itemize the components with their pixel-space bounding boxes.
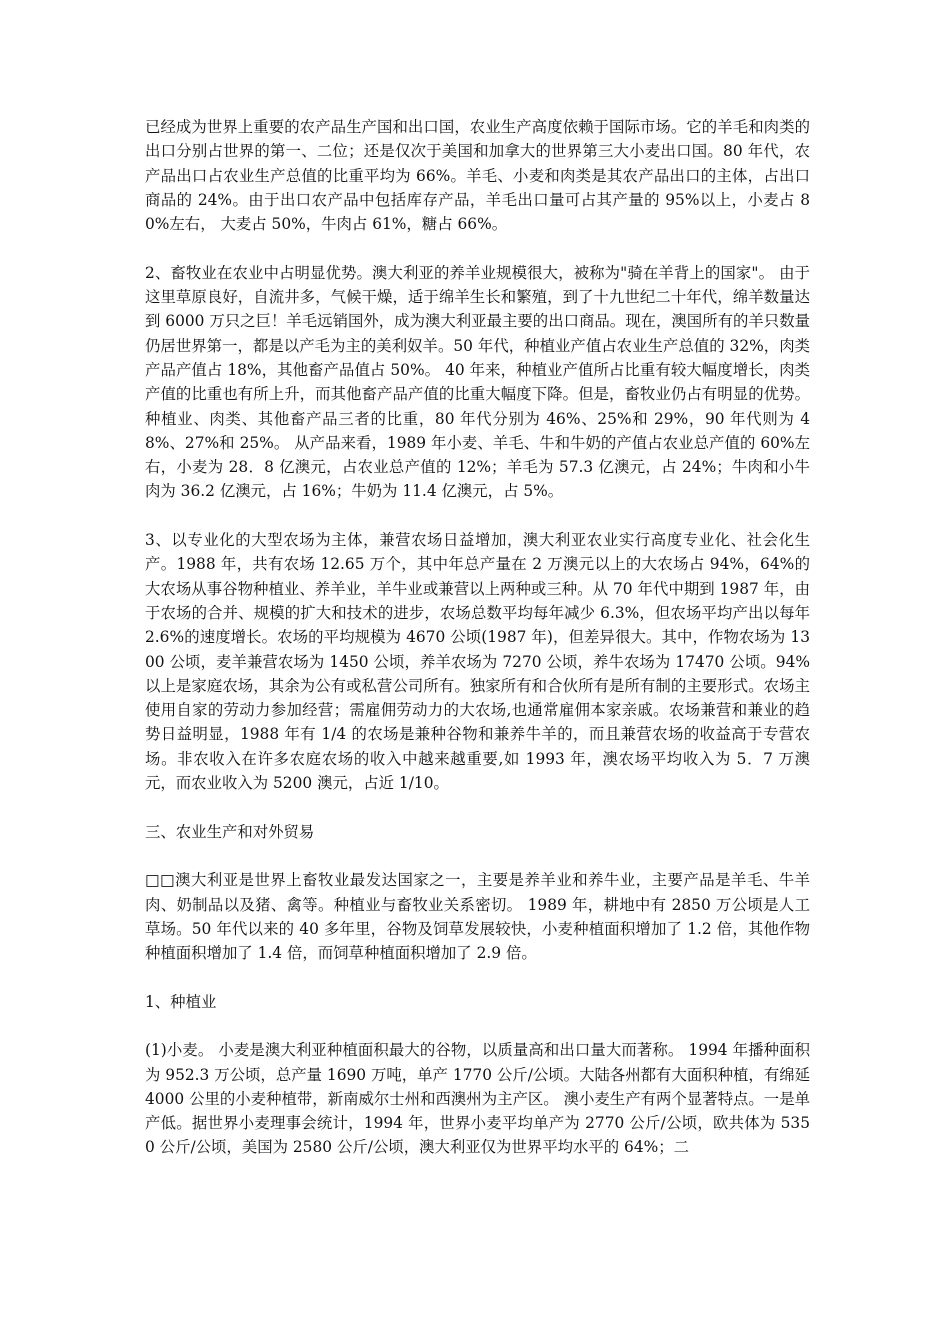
paragraph-spacer bbox=[145, 795, 810, 819]
paragraph-livestock: 2、畜牧业在农业中占明显优势。澳大利亚的养羊业规模很大，被称为"骑在羊背上的国家"。 由于这里草原良好，自流井多，气候干燥，适于绵羊生长和繁殖，到了十九世纪二十年代，绵羊数量达到 6000 万只之巨！羊毛远销国外，成为澳大利亚最主要的出口商品。现在，澳国所有的羊只数量仍居世界第一，都是以产毛为主的美利奴羊。50 年代，种植业产值占农业生产总值的 32%，肉类产品产值占 18%，其他畜产品值占 50%。 40 年来，种植业产值所占比重有较大幅度增长，肉类产值的比重也有所上升，而其他畜产品产值的比重大幅度下降。但是，畜牧业仍占有明显的优势。种植业、肉类、其他畜产品三者的比重，80 年代分别为 46%、25%和 29%，90 年代则为 48%、27%和 25%。 从产品来看，1989 年小麦、羊毛、牛和牛奶的产值占农业总产值的 60%左右，小麦为 28．8 亿澳元，占农业总产值的 12%；羊毛为 57.3 亿澳元，占 24%；牛肉和小牛肉为 36.2 亿澳元，占 16%；牛奶为 11.4 亿澳元，占 5%。 bbox=[145, 263, 810, 501]
paragraph-spacer bbox=[145, 1014, 810, 1038]
paragraph-spacer bbox=[145, 504, 810, 528]
paragraph-wheat: (1)小麦。 小麦是澳大利亚种植面积最大的谷物，以质量高和出口量大而著称。 1994 年播种面积为 952.3 万公顷，总产量 1690 万吨，单产 1770 公斤/公顷。大陆各州都有大面积种植，有绵延 4000 公里的小麦种植带，新南威尔士州和西澳州为主产区。 澳小麦生产有两个显著特点。一是单产低。据世界小麦理事会统计，1994 年，世界小麦平均单产为 2770 公斤/公顷，欧共体为 5350 公斤/公顷，美国为 2580 公斤/公顷，澳大利亚仅为世界平均水平的 64%；二 bbox=[145, 1041, 810, 1157]
subsection-heading: 1、种植业 bbox=[145, 992, 217, 1011]
paragraph-export-overview: 已经成为世界上重要的农产品生产国和出口国，农业生产高度依赖于国际市场。它的羊毛和肉类的出口分别占世界的第一、二位；还是仅次于美国和加拿大的世界第三大小麦出口国。80 年代，农产品出口占农业生产总值的比重平均为 66%。羊毛、小麦和肉类是其农产品出口的主体，占出口商品的 24%。由于出口农产品中包括库存产品，羊毛出口量可占其产量的 95%以上，小麦占 80%左右， 大麦占 50%，牛肉占 61%，糖占 66%。 bbox=[145, 118, 810, 234]
section-intro-paragraph: □□澳大利亚是世界上畜牧业最发达国家之一，主要是养羊业和养牛业，主要产品是羊毛、牛羊肉、奶制品以及猪、禽等。种植业与畜牧业关系密切。 1989 年，耕地中有 2850 万公顷是人工草场。50 年代以来的 40 多年里，谷物及饲草发展较快，小麦种植面积增加了 1.2 倍，其他作物种植面积增加了 1.4 倍，而饲草种植面积增加了 2.9 倍。 bbox=[145, 871, 810, 963]
paragraph-spacer bbox=[145, 965, 810, 989]
document-page bbox=[145, 115, 810, 1160]
paragraph-spacer bbox=[145, 236, 810, 260]
paragraph-spacer bbox=[145, 844, 810, 868]
paragraph-farms: 3、以专业化的大型农场为主体，兼营农场日益增加，澳大利亚农业实行高度专业化、社会化生产。1988 年，共有农场 12.65 万个，其中年总产量在 2 万澳元以上的大农场占 94%，64%的大农场从事谷物种植业、养羊业，羊牛业或兼营以上两种或三种。从 70 年代中期到 1987 年，由于农场的合并、规模的扩大和技术的进步，农场总数平均每年减少 6.3%，但农场平均产出以每年 2.6%的速度增长。农场的平均规模为 4670 公顷(1987 年)，但差异很大。其中，作物农场为 1300 公顷，麦羊兼营农场为 1450 公顷，养羊农场为 7270 公顷，养牛农场为 17470 公顷。94%以上是家庭农场，其余为公有或私营公司所有。独家所有和合伙所有是所有制的主要形式。农场主使用自家的劳动力参加经营；需雇佣劳动力的大农场,也通常雇佣本家亲戚。农场兼营和兼业的趋势日益明显，1988 年有 1/4 的农场是兼种谷物和兼养牛羊的，而且兼营农场的收益高于专营农场。非农收入在许多农庭农场的收入中越来越重要,如 1993 年，澳农场平均收入为 5．7 万澳元，而农业收入为 5200 澳元，占近 1/10。 bbox=[145, 531, 810, 793]
section-heading: 三、农业生产和对外贸易 bbox=[145, 822, 315, 841]
